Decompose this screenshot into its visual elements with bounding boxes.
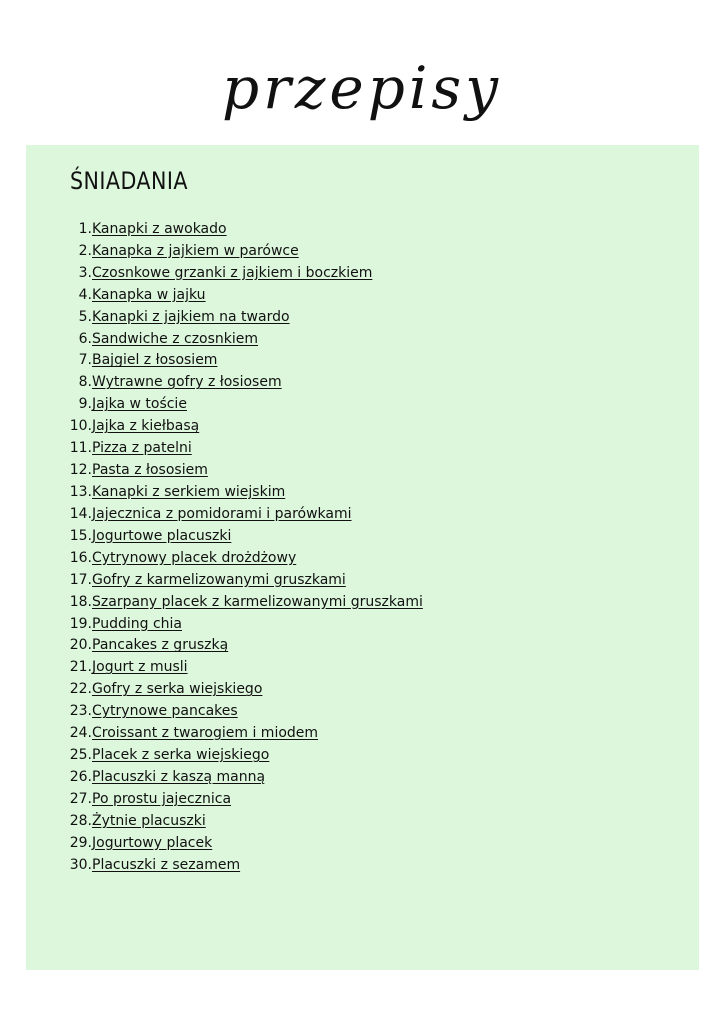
recipe-link[interactable]: Cytrynowe pancakes <box>92 703 238 720</box>
recipe-link[interactable]: Jogurtowe placuszki <box>92 527 232 544</box>
recipe-link[interactable]: Po prostu jajecznica <box>92 790 232 807</box>
list-item <box>26 328 699 350</box>
list-item-number: 10. <box>69 418 92 435</box>
list-item <box>26 832 699 854</box>
list-item-number: 21. <box>69 659 92 676</box>
list-item-number: 9. <box>78 396 92 413</box>
recipe-link[interactable]: Cytrynowy placek drożdżowy <box>92 549 297 566</box>
list-item-number: 15. <box>69 527 92 544</box>
list-item <box>26 350 699 372</box>
recipe-link[interactable]: Jajka w toście <box>92 396 187 413</box>
list-item-number: 18. <box>69 593 92 610</box>
recipe-link[interactable]: Kanapki z awokado <box>92 220 227 237</box>
recipe-link[interactable]: Jogurtowy placek <box>92 834 213 851</box>
list-item-number: 26. <box>69 769 92 785</box>
list-item <box>26 525 699 547</box>
recipe-link[interactable]: Czosnkowe grzanki z jajkiem i boczkiem <box>92 264 373 281</box>
list-item <box>26 481 699 503</box>
list-item <box>26 788 699 810</box>
recipe-link[interactable]: Jogurt z musli <box>92 659 188 676</box>
list-item <box>26 262 699 284</box>
recipe-link[interactable]: Pizza z patelni <box>92 440 192 457</box>
list-item <box>26 437 699 459</box>
list-item <box>26 722 699 744</box>
list-item <box>26 503 699 525</box>
section-heading: ŚNIADANIA <box>70 167 188 195</box>
list-item <box>26 284 699 306</box>
recipe-link[interactable]: Bajgiel z łososiem <box>92 352 218 369</box>
recipe-link[interactable]: Gofry z serka wiejskiego <box>92 681 263 698</box>
list-item <box>26 678 699 700</box>
list-item <box>26 744 699 766</box>
list-item <box>26 240 699 262</box>
list-item <box>26 613 699 635</box>
list-item-number: 14. <box>69 505 92 522</box>
list-item <box>26 766 699 788</box>
list-item <box>26 415 699 437</box>
list-item-number: 3. <box>78 264 92 281</box>
list-item <box>26 810 699 832</box>
list-item <box>26 656 699 678</box>
title-script <box>152 48 572 144</box>
list-item <box>26 635 699 657</box>
page-header <box>0 48 724 144</box>
list-item <box>26 393 699 415</box>
recipe-link[interactable]: Kanapka z jajkiem w parówce <box>92 242 299 259</box>
recipe-link[interactable]: Gofry z karmelizowanymi gruszkami <box>92 571 346 588</box>
list-item <box>26 306 699 328</box>
recipe-link[interactable]: Żytnie placuszki <box>92 812 206 829</box>
list-item-number: 13. <box>69 484 92 501</box>
list-item-number: 8. <box>78 374 92 391</box>
recipe-link[interactable]: Kanapka w jajku <box>92 286 206 303</box>
list-item <box>26 569 699 591</box>
list-item <box>26 591 699 613</box>
list-item-number: 17. <box>69 571 92 588</box>
list-item-number: 30. <box>69 856 92 873</box>
recipe-link[interactable]: Placuszki z kaszą manną <box>92 769 266 785</box>
list-item-number: 20. <box>69 637 92 654</box>
recipe-link[interactable]: Kanapki z jajkiem na twardo <box>92 308 290 325</box>
list-item <box>26 459 699 481</box>
list-item-number: 1. <box>78 220 92 237</box>
recipe-link[interactable]: Szarpany placek z karmelizowanymi gruszkami <box>92 593 423 610</box>
recipe-link[interactable]: Wytrawne gofry z łosiosem <box>92 374 282 391</box>
list-item <box>26 371 699 393</box>
recipe-link[interactable]: Pancakes z gruszką <box>92 637 229 654</box>
list-item-number: 12. <box>69 462 92 479</box>
list-item-number: 22. <box>69 681 92 698</box>
list-item-number: 23. <box>69 703 92 720</box>
list-item <box>26 700 699 722</box>
list-item <box>26 218 699 240</box>
list-item <box>26 854 699 876</box>
recipe-link[interactable]: Jajka z kiełbasą <box>92 418 200 435</box>
page-title: przepisy <box>222 54 502 122</box>
recipe-link[interactable]: Placuszki z sezamem <box>92 856 241 873</box>
list-item-number: 29. <box>69 834 92 851</box>
recipe-link[interactable]: Sandwiche z czosnkiem <box>92 330 259 347</box>
list-item-number: 24. <box>69 725 92 742</box>
recipe-link[interactable]: Jajecznica z pomidorami i parówkami <box>92 505 352 522</box>
list-item-number: 2. <box>78 242 92 259</box>
recipe-link[interactable]: Pasta z łososiem <box>92 462 208 479</box>
list-item <box>26 547 699 569</box>
recipe-link[interactable]: Croissant z twarogiem i miodem <box>92 725 319 742</box>
list-item-number: 19. <box>69 615 92 632</box>
list-item-number: 6. <box>78 330 92 347</box>
recipe-link[interactable]: Pudding chia <box>92 615 182 632</box>
list-item-number: 11. <box>69 440 92 457</box>
recipe-list <box>26 218 699 876</box>
list-item-number: 4. <box>78 286 92 303</box>
list-item-number: 27. <box>69 790 92 807</box>
list-item-number: 16. <box>69 549 92 566</box>
list-item-number: 7. <box>78 352 92 369</box>
list-item-number: 25. <box>69 747 92 764</box>
list-item-number: 28. <box>69 812 92 829</box>
recipe-link[interactable]: Placek z serka wiejskiego <box>92 747 270 764</box>
list-item-number: 5. <box>78 308 92 325</box>
recipes-card <box>26 145 699 970</box>
recipe-link[interactable]: Kanapki z serkiem wiejskim <box>92 484 286 501</box>
